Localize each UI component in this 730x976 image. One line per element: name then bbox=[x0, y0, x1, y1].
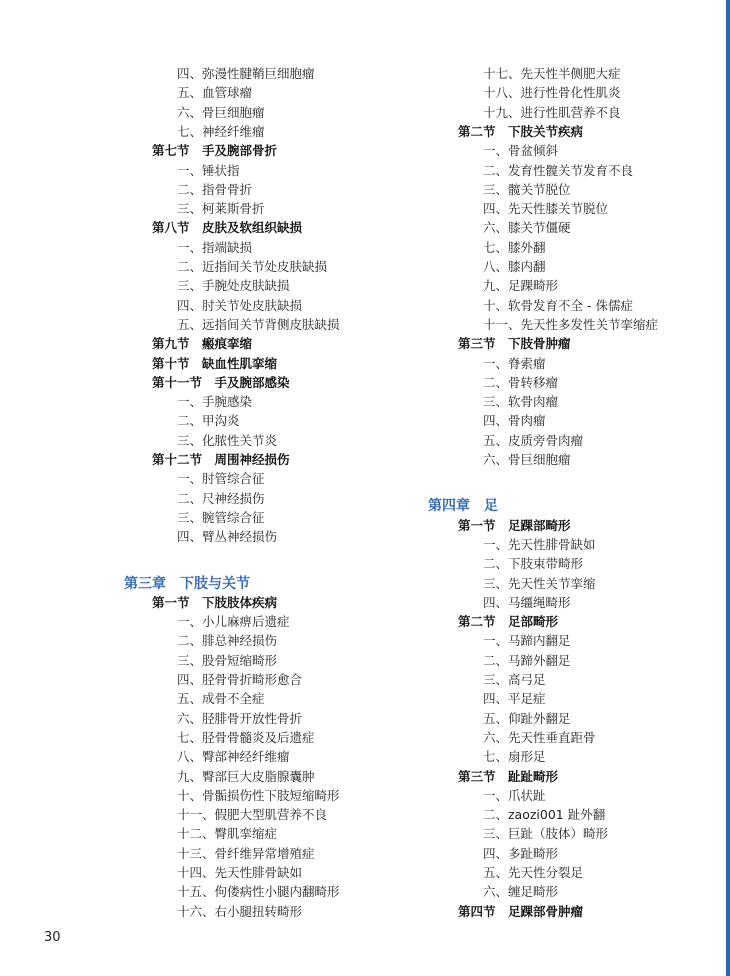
toc-chapter-heading: 第三章 下肢与关节 bbox=[124, 575, 250, 592]
toc-entry: 四、弥漫性腱鞘巨细胞瘤 bbox=[177, 66, 315, 81]
toc-entry: 三、柯莱斯骨折 bbox=[177, 201, 265, 217]
toc-entry: 四、马缰绳畸形 bbox=[483, 594, 571, 610]
toc-entry: 四、臂丛神经损伤 bbox=[177, 529, 278, 545]
toc-entry: 六、胫腓骨开放性骨折 bbox=[177, 710, 303, 726]
toc-entry: 九、足踝畸形 bbox=[483, 278, 559, 294]
toc-entry: 三、股骨短缩畸形 bbox=[177, 652, 278, 668]
toc-entry: 二、zaozi001 趾外翻 bbox=[483, 807, 606, 823]
toc-entry: 五、皮质旁骨肉瘤 bbox=[483, 432, 584, 448]
toc-entry: 四、骨肉瘤 bbox=[483, 413, 546, 429]
toc-entry: 三、软骨肉瘤 bbox=[483, 394, 559, 410]
toc-section-heading: 第七节 手及腕部骨折 bbox=[152, 143, 278, 159]
toc-section-heading: 第十节 缺血性肌挛缩 bbox=[152, 355, 278, 371]
toc-entry: 一、肘管综合征 bbox=[177, 471, 265, 487]
toc-entry: 六、骨巨细胞瘤 bbox=[483, 452, 571, 467]
toc-entry: 十一、假肥大型肌营养不良 bbox=[177, 807, 328, 823]
toc-entry: 一、指端缺损 bbox=[177, 239, 253, 255]
toc-section-heading: 第十一节 手及腕部感染 bbox=[152, 374, 290, 390]
toc-entry: 三、高弓足 bbox=[483, 672, 546, 687]
toc-entry: 八、臀部神经纤维瘤 bbox=[177, 749, 290, 765]
toc-entry: 六、先天性垂直距骨 bbox=[483, 729, 596, 745]
toc-entry: 五、成骨不全症 bbox=[177, 691, 265, 707]
toc-entry: 二、骨转移瘤 bbox=[483, 374, 559, 390]
toc-entry: 六、缠足畸形 bbox=[483, 884, 559, 900]
page-number: 30 bbox=[44, 930, 61, 945]
toc-entry: 十九、进行性肌营养不良 bbox=[483, 104, 621, 120]
toc-entry: 十八、进行性骨化性肌炎 bbox=[483, 85, 621, 101]
toc-entry: 四、多趾畸形 bbox=[483, 845, 559, 861]
toc-entry: 一、锤状指 bbox=[177, 162, 240, 178]
toc-entry: 二、尺神经损伤 bbox=[177, 490, 265, 506]
toc-entry: 一、爪状趾 bbox=[483, 787, 546, 803]
toc-entry: 二、甲沟炎 bbox=[177, 413, 240, 429]
toc-entry: 七、膝外翻 bbox=[483, 239, 546, 255]
toc-entry: 四、肘关节处皮肤缺损 bbox=[177, 297, 303, 313]
edge-accent-bar bbox=[726, 0, 730, 976]
toc-section-heading: 第四节 足踝部骨肿瘤 bbox=[458, 903, 584, 919]
toc-entry: 七、扇形足 bbox=[483, 749, 546, 765]
toc-entry: 五、仰趾外翻足 bbox=[483, 710, 571, 726]
toc-entry: 四、先天性膝关节脱位 bbox=[483, 201, 609, 217]
toc-entry: 三、化脓性关节炎 bbox=[177, 432, 278, 448]
toc-entry: 五、血管球瘤 bbox=[177, 85, 253, 101]
toc-entry: 八、膝内翻 bbox=[483, 259, 546, 274]
toc-section-heading: 第三节 趾趾畸形 bbox=[458, 768, 559, 784]
toc-section-heading: 第八节 皮肤及软组织缺损 bbox=[152, 220, 303, 236]
toc-entry: 十、软骨发育不全 - 侏儒症 bbox=[483, 297, 633, 313]
toc-entry: 九、臀部巨大皮脂腺囊肿 bbox=[177, 768, 315, 784]
toc-entry: 十五、佝偻病性小腿内翻畸形 bbox=[177, 884, 340, 900]
toc-section-heading: 第一节 足踝部畸形 bbox=[458, 517, 571, 533]
toc-entry: 一、脊索瘤 bbox=[483, 355, 546, 371]
toc-entry: 一、手腕感染 bbox=[177, 394, 253, 410]
toc-entry: 十三、骨纤维异常增殖症 bbox=[177, 845, 315, 861]
toc-entry: 六、骨巨细胞瘤 bbox=[177, 104, 265, 120]
toc-entry: 二、近指间关节处皮肤缺损 bbox=[177, 259, 328, 274]
toc-entry: 七、胫骨骨髓炎及后遗症 bbox=[177, 729, 315, 745]
toc-entry: 二、发育性髋关节发育不良 bbox=[483, 162, 634, 178]
toc-entry: 五、先天性分裂足 bbox=[483, 865, 584, 880]
toc-entry: 三、髋关节脱位 bbox=[483, 181, 571, 197]
toc-entry: 十二、臀肌挛缩症 bbox=[177, 826, 278, 842]
toc-section-heading: 第二节 足部畸形 bbox=[458, 614, 559, 630]
toc-section-heading: 第九节 瘢痕挛缩 bbox=[152, 336, 253, 352]
toc-entry: 六、膝关节僵硬 bbox=[483, 220, 571, 236]
toc-entry: 十四、先天性腓骨缺如 bbox=[177, 865, 303, 880]
toc-section-heading: 第二节 下肢关节疾病 bbox=[458, 123, 584, 139]
toc-section-heading: 第十二节 周围神经损伤 bbox=[152, 452, 290, 467]
toc-chapter-heading: 第四章 足 bbox=[428, 498, 498, 515]
toc-entry: 十一、先天性多发性关节挛缩症 bbox=[483, 316, 659, 332]
toc-entry: 二、马蹄外翻足 bbox=[483, 652, 571, 668]
toc-entry: 一、先天性腓骨缺如 bbox=[483, 536, 596, 552]
toc-entry: 三、巨趾（肢体）畸形 bbox=[483, 826, 609, 842]
toc-entry: 三、腕管综合征 bbox=[177, 509, 265, 525]
toc-entry: 十、骨骺损伤性下肢短缩畸形 bbox=[177, 787, 340, 803]
toc-entry: 二、指骨骨折 bbox=[177, 181, 253, 197]
toc-entry: 十六、右小腿扭转畸形 bbox=[177, 903, 303, 919]
toc-entry: 四、平足症 bbox=[483, 691, 546, 707]
toc-entry: 一、马蹄内翻足 bbox=[483, 633, 571, 649]
toc-section-heading: 第一节 下肢肢体疾病 bbox=[152, 594, 278, 610]
toc-entry: 七、神经纤维瘤 bbox=[177, 123, 265, 139]
toc-entry: 二、腓总神经损伤 bbox=[177, 633, 278, 649]
toc-entry: 十七、先天性半侧肥大症 bbox=[483, 66, 621, 81]
toc-entry: 三、先天性关节挛缩 bbox=[483, 575, 596, 591]
toc-section-heading: 第三节 下肢骨肿瘤 bbox=[458, 336, 571, 352]
toc-entry: 二、下肢束带畸形 bbox=[483, 556, 584, 572]
toc-entry: 五、远指间关节背侧皮肤缺损 bbox=[177, 316, 340, 332]
toc-entry: 四、胫骨骨折畸形愈合 bbox=[177, 672, 303, 687]
toc-entry: 一、小儿麻痹后遗症 bbox=[177, 614, 290, 630]
toc-entry: 三、手腕处皮肤缺损 bbox=[177, 278, 290, 294]
toc-entry: 一、骨盆倾斜 bbox=[483, 143, 559, 159]
